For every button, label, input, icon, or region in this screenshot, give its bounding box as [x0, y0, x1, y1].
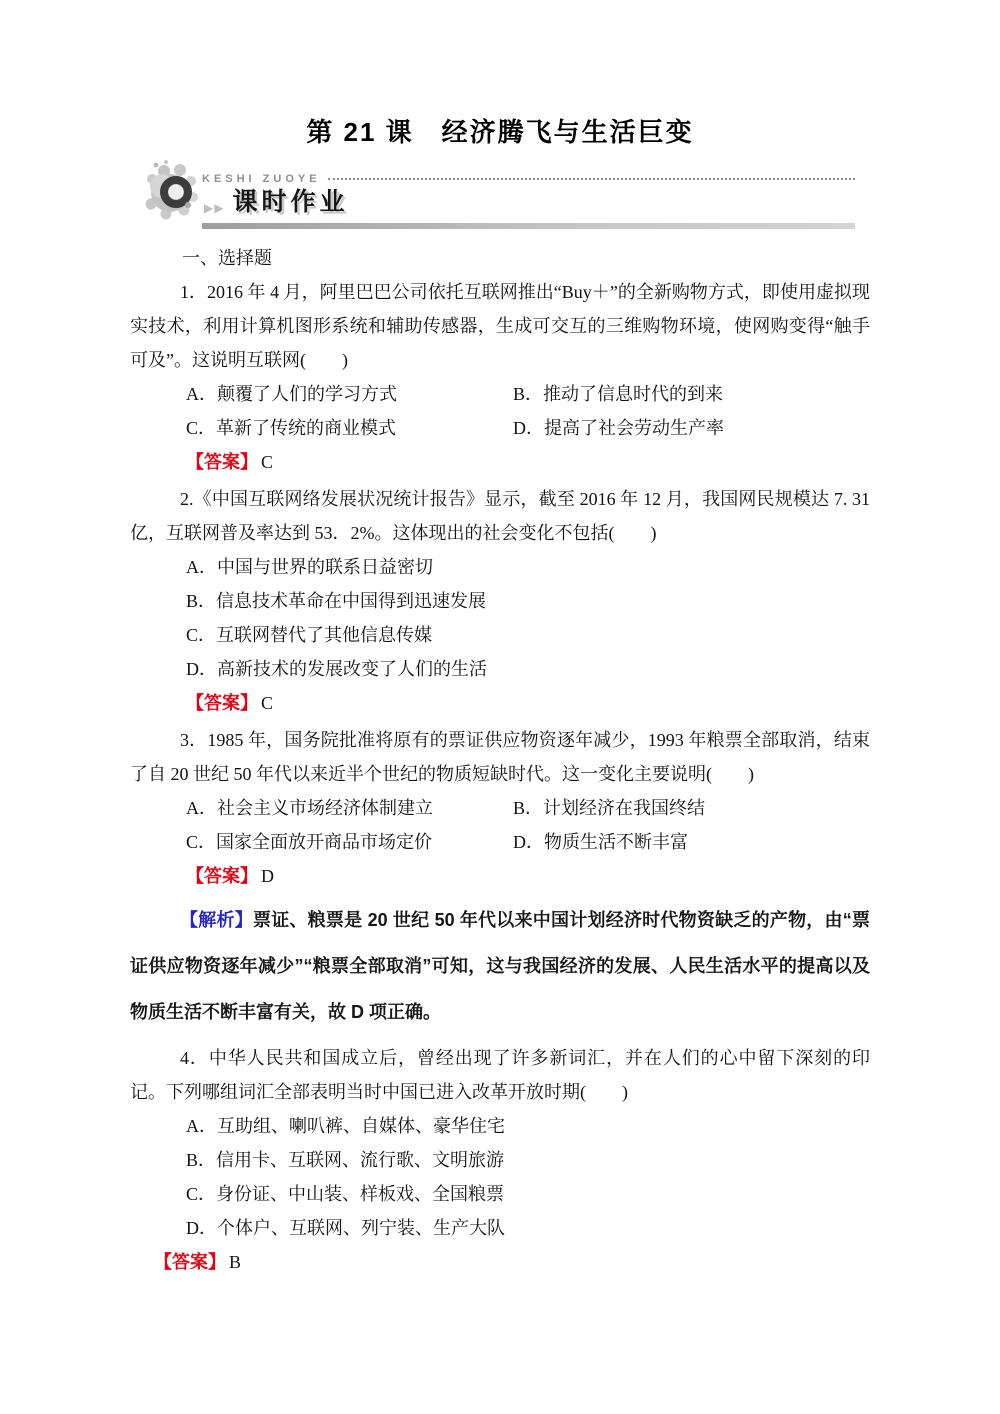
banner-label: 课时作业	[232, 188, 349, 216]
option-a: A．颠覆了人们的学习方式	[186, 384, 397, 404]
question-1	[130, 275, 870, 479]
answer-line	[130, 686, 870, 720]
option-b: B．推动了信息时代的到来	[513, 384, 724, 404]
question-2-stem: 2.《中国互联网络发展状况统计报告》显示，截至 2016 年 12 月，我国网民规模达 7. 31 亿，互联网普及率达到 53．2%。这体现出的社会变化不包括( )	[130, 489, 870, 543]
banner-text-block	[202, 165, 855, 229]
answer-line	[130, 445, 870, 479]
option-c: C．身份证、中山装、样板戏、全国粮票	[186, 1184, 505, 1204]
question-3-options	[130, 791, 870, 859]
chevron-right-icon: ▶▶	[204, 201, 225, 215]
answer-label: 【答案】	[154, 1252, 226, 1272]
option-d: D．提高了社会劳动生产率	[513, 418, 724, 438]
question-2	[130, 482, 870, 720]
question-4-options	[130, 1109, 870, 1245]
question-3-stem: 3．1985 年，国务院批准将原有的票证供应物资逐年减少，1993 年粮票全部取消，结束了自 20 世纪 50 年代以来近半个世纪的物质短缺时代。这一变化主要说明( )	[130, 730, 870, 784]
answer-label: 【答案】	[186, 452, 258, 472]
option-c: C．互联网替代了其他信息传媒	[186, 625, 433, 645]
banner-eyebrow: KESHI ZUOYE	[202, 173, 321, 185]
option-d: D．物质生活不断丰富	[513, 832, 688, 852]
option-d: D．个体户、互联网、列宁装、生产大队	[186, 1218, 505, 1238]
option-d: D．高新技术的发展改变了人们的生活	[186, 659, 487, 679]
option-c: C．革新了传统的商业模式	[186, 418, 397, 438]
question-3	[130, 723, 870, 1035]
option-a: A．社会主义市场经济体制建立	[186, 798, 433, 818]
answer-value: D	[261, 866, 274, 886]
analysis-text: 票证、粮票是 20 世纪 50 年代以来中国计划经济时代物资缺乏的产物，由“票证供应物资逐年减少”“粮票全部取消”可知，这与我国经济的发展、人民生活水平的提高以及物质生活不断丰富有关，故 D 项正确。	[130, 910, 871, 1022]
option-a: A．互助组、喇叭裤、自媒体、豪华住宅	[186, 1116, 505, 1136]
option-b: B．信息技术革命在中国得到迅速发展	[186, 591, 487, 611]
option-b: B．信用卡、互联网、流行歌、文明旅游	[186, 1150, 505, 1170]
answer-label: 【答案】	[186, 866, 258, 886]
answer-line	[130, 1245, 870, 1279]
lesson-banner	[140, 165, 855, 231]
banner-underline-bar	[202, 223, 855, 229]
answer-line	[130, 859, 870, 893]
analysis-paragraph	[130, 897, 870, 1035]
option-c: C．国家全面放开商品市场定价	[186, 832, 433, 852]
answer-value: B	[229, 1252, 242, 1272]
question-1-stem: 1．2016 年 4 月，阿里巴巴公司依托互联网推出“Buy＋”的全新购物方式，即使用虚拟现实技术，利用计算机图形系统和辅助传感器，生成可交互的三维购物环境，使网购变得“触手可及”。这说明互联网( )	[130, 282, 870, 370]
section-heading: 一、选择题	[182, 248, 272, 268]
question-4	[130, 1041, 870, 1279]
question-2-options	[130, 550, 870, 686]
dotted-divider	[328, 178, 855, 180]
option-a: A．中国与世界的联系日益密切	[186, 557, 433, 577]
analysis-label: 【解析】	[180, 910, 253, 930]
worksheet-content	[130, 241, 870, 1279]
question-4-stem: 4．中华人民共和国成立后，曾经出现了许多新词汇，并在人们的心中留下深刻的印记。下列哪组词汇全部表明当时中国已进入改革开放时期( )	[130, 1048, 870, 1102]
question-1-options	[130, 377, 870, 445]
answer-value: C	[261, 452, 274, 472]
keshi-zuoye-logo-icon	[142, 157, 204, 227]
answer-value: C	[261, 693, 274, 713]
option-b: B．计划经济在我国终结	[513, 798, 706, 818]
page-title: 第 21 课 经济腾飞与生活巨变	[306, 117, 694, 147]
answer-label: 【答案】	[186, 693, 258, 713]
